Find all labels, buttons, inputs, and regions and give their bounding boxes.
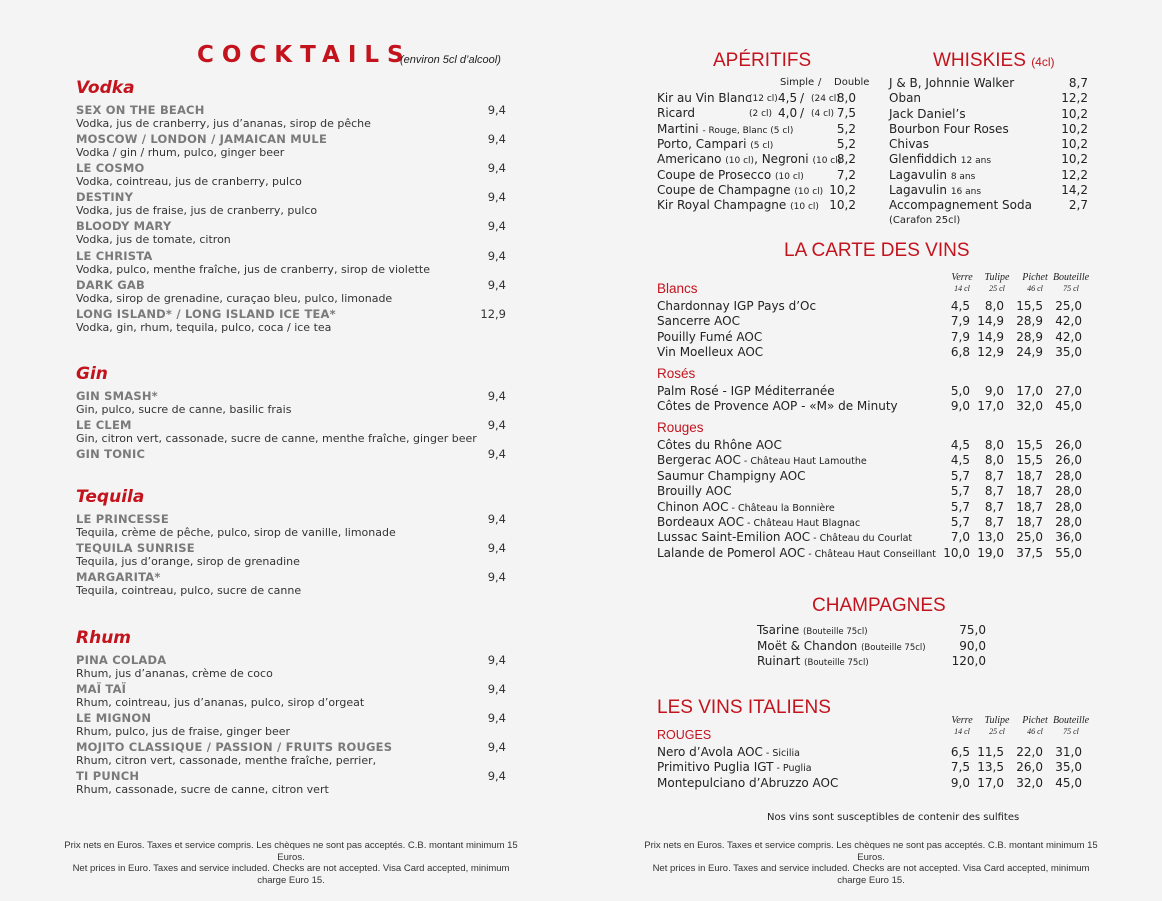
cocktail-item: [76, 512, 506, 540]
wine-price: 17,0: [977, 399, 1004, 414]
aperitif-double-price: 8,0: [836, 91, 856, 105]
cocktail-description: Vodka, sirop de grenadine, curaçao bleu, pulco, limonade: [76, 291, 393, 305]
cocktail-name: DARK GAB: [76, 277, 145, 292]
wine-name: Bordeaux AOC: [657, 515, 744, 529]
champagne-detail: (Bouteille 75cl): [861, 642, 926, 653]
cocktail-item: [76, 190, 506, 218]
cocktail-description: Vodka, jus de fraise, jus de cranberry, pulco: [76, 204, 318, 218]
whisky-name: Chivas: [889, 137, 930, 151]
wine-price: 4,5: [950, 453, 970, 468]
champagne-row: [757, 654, 869, 671]
column-header: [1046, 715, 1096, 737]
italian-wine-name: Nero d’Avola AOC: [657, 745, 763, 759]
wine-price: 7,0: [950, 530, 970, 545]
column-unit: 14 cl: [954, 727, 970, 736]
wine-price: 31,0: [1055, 745, 1082, 759]
wine-price: 5,7: [950, 499, 970, 514]
wine-price: 9,0: [950, 775, 970, 790]
cocktail-name: MARGARITA*: [76, 570, 161, 585]
whisky-price: 10,2: [1061, 121, 1088, 136]
wine-price: 8,7: [984, 468, 1004, 483]
wine-price: 4,5: [950, 299, 970, 313]
italian-wine-row: [657, 745, 800, 761]
wine-price: 42,0: [1055, 329, 1082, 344]
cocktail-item: [76, 769, 506, 797]
aperitifs-col-double: Double: [834, 77, 870, 88]
column-unit: 25 cl: [989, 284, 1005, 293]
wine-price: 27,0: [1055, 384, 1082, 398]
column-label: Pichet: [1022, 715, 1048, 726]
cocktail-description: Rhum, jus d’ananas, crème de coco: [76, 667, 273, 680]
whisky-name: Jack Daniel’s: [889, 106, 966, 121]
aperitif-name: Americano: [657, 152, 722, 167]
cocktail-item: [76, 740, 506, 768]
wine-detail: - Château Haut Lamouthe: [740, 456, 867, 468]
sulfites-note: Nos vins sont susceptibles de contenir des sulfites: [767, 812, 1020, 823]
cocktail-description: Rhum, pulco, jus de fraise, ginger beer: [76, 725, 291, 739]
wine-price: 15,5: [1016, 453, 1043, 468]
wine-price: 28,9: [1016, 329, 1043, 344]
cocktail-name: BLOODY MARY: [76, 219, 172, 234]
whisky-name: Lagavulin: [889, 167, 947, 182]
cocktails-note: (environ 5cl d’alcool): [400, 54, 501, 66]
cocktail-item: [76, 389, 506, 417]
cocktails-title: COCKTAILS: [197, 42, 412, 68]
wine-price: 8,7: [984, 515, 1004, 529]
aperitif-name: Martini: [657, 121, 699, 136]
aperitif-simple-price: 4,0: [778, 106, 798, 121]
category-title: Tequila: [76, 487, 145, 507]
aperitif-separator: /: [800, 91, 805, 105]
cocktail-item: [76, 653, 506, 681]
wine-price: 45,0: [1055, 399, 1082, 414]
cocktail-item: [76, 541, 506, 569]
wine-price: 18,7: [1016, 484, 1043, 499]
category-title: Vodka: [76, 78, 135, 98]
wine-price: 42,0: [1055, 314, 1082, 329]
cocktail-item: [76, 132, 506, 160]
cocktail-name: MAÏ TAÏ: [76, 682, 127, 697]
aperitifs-title: APÉRITIFS: [713, 50, 812, 71]
whisky-price: 8,7: [1068, 76, 1088, 90]
wine-price: 28,0: [1055, 515, 1082, 529]
aperitif-double-price: 7,5: [836, 106, 856, 121]
cocktail-item: [76, 161, 506, 189]
cocktail-description: Tequila, cointreau, pulco, sucre de canne: [76, 584, 302, 598]
wine-name: Vin Moelleux AOC: [657, 345, 764, 360]
cocktail-name: GIN SMASH*: [76, 389, 158, 403]
aperitif-name: Ricard: [657, 106, 695, 121]
whisky-detail: 12 ans: [960, 156, 992, 167]
wine-price: 19,0: [977, 545, 1004, 560]
wine-price: 26,0: [1055, 438, 1082, 452]
column-unit: 14 cl: [954, 284, 970, 293]
wine-row: [657, 399, 898, 415]
aperitif-detail: (5 cl): [750, 140, 774, 151]
wine-price: 35,0: [1055, 760, 1082, 775]
whisky-detail: 8 ans: [950, 171, 976, 182]
wine-detail: - Château du Courlat: [810, 533, 913, 545]
cocktail-name: PINA COLADA: [76, 653, 167, 667]
whisky-price: 10,2: [1061, 137, 1088, 151]
whisky-price: 12,2: [1061, 91, 1088, 106]
champagnes-title: CHAMPAGNES: [812, 595, 946, 616]
wine-name: Lalande de Pomerol AOC: [657, 545, 806, 560]
wine-row: [657, 299, 816, 315]
wine-price: 8,7: [984, 499, 1004, 514]
cocktail-price: 9,4: [487, 653, 506, 667]
wine-price: 17,0: [977, 775, 1004, 790]
cocktail-description: Tequila, crème de pêche, pulco, sirop de vanille, limonade: [76, 526, 396, 539]
cocktail-name: LE MIGNON: [76, 711, 152, 726]
wine-row: [657, 453, 867, 469]
cocktail-name: TEQUILA SUNRISE: [76, 541, 195, 556]
column-label: Pichet: [1022, 272, 1048, 283]
whisky-price: 10,2: [1061, 152, 1088, 167]
aperitif-detail: (10 cl): [794, 186, 824, 197]
aperitif-name: Coupe de Prosecco: [657, 167, 772, 182]
cocktail-description: Vodka, jus de tomate, citron: [76, 233, 231, 247]
cocktail-description: Vodka, cointreau, jus de cranberry, pulco: [76, 175, 302, 189]
footer-line-2: Net prices in Euro. Taxes and service included. Checks are not accepted. Visa Card accepted, minimum charge Euro 15.: [652, 863, 1090, 886]
wine-name: Pouilly Fumé AOC: [657, 329, 763, 344]
aperitif-price: 10,2: [829, 198, 856, 213]
whisky-name: Accompagnement Soda: [889, 198, 1032, 212]
cocktail-price: 9,4: [487, 541, 506, 556]
champagne-row: [757, 623, 868, 640]
wine-price: 45,0: [1055, 775, 1082, 790]
wine-price: 28,9: [1016, 314, 1043, 329]
cocktail-price: 9,4: [487, 570, 506, 585]
wine-price: 32,0: [1016, 775, 1043, 790]
footer-line-2: Net prices in Euro. Taxes and service included. Checks are not accepted. Visa Card accepted, minimum charge Euro 15.: [72, 863, 510, 886]
wine-price: 14,9: [977, 329, 1004, 344]
aperitif-price: 10,2: [829, 182, 856, 197]
wine-name: Lussac Saint-Emilion AOC: [657, 530, 811, 545]
cocktail-description: Tequila, jus d’orange, sirop de grenadine: [76, 555, 300, 569]
wine-row: [657, 500, 835, 516]
wine-name: Sancerre AOC: [657, 314, 740, 329]
wine-detail: - Château la Bonnière: [728, 502, 835, 514]
column-label: Verre: [951, 272, 973, 283]
cocktail-price: 9,4: [487, 190, 506, 205]
wine-price: 10,0: [943, 545, 970, 560]
aperitif-name: Porto, Campari: [657, 136, 747, 151]
aperitif-price: 7,2: [836, 167, 856, 182]
cocktail-name: SEX ON THE BEACH: [76, 103, 205, 117]
wine-detail: - Château Haut Blagnac: [744, 518, 861, 529]
wine-row: [657, 515, 860, 531]
wine-price: 4,5: [950, 438, 970, 452]
wine-price: 37,5: [1016, 545, 1043, 560]
wine-row: [657, 438, 782, 454]
italian-wine-name: Primitivo Puglia IGT: [657, 760, 774, 775]
wine-name: Côtes de Provence AOP - «M» de Minuty: [657, 399, 898, 414]
champagne-name: Tsarine: [757, 623, 800, 637]
italian-wine-detail: - Sicilia: [762, 748, 800, 759]
cocktail-price: 9,4: [487, 161, 506, 176]
cocktail-item: [76, 711, 506, 739]
cocktail-item: [76, 103, 506, 131]
whisky-price: 10,2: [1061, 106, 1088, 121]
wine-price: 36,0: [1055, 530, 1082, 545]
whisky-detail: 16 ans: [950, 186, 982, 197]
whiskies-note: (4cl): [1031, 55, 1055, 69]
italian-wine-detail: - Puglia: [773, 763, 812, 775]
footer-right: [640, 840, 1102, 886]
wine-price: 55,0: [1055, 545, 1082, 560]
aperitif-row: [657, 106, 695, 121]
aperitif-simple-size: (12 cl): [749, 94, 778, 104]
aperitif-detail-2: (10 cl): [812, 156, 842, 167]
wine-price: 22,0: [1016, 745, 1043, 759]
aperitifs-col-sep: /: [818, 77, 822, 88]
italian-wine-name: Montepulciano d’Abruzzo AOC: [657, 775, 839, 790]
wine-row: [657, 330, 762, 346]
aperitif-row: [657, 91, 752, 106]
cocktail-price: 9,4: [487, 219, 506, 234]
cocktail-description: Vodka / gin / rhum, pulco, ginger beer: [76, 146, 285, 160]
italian-wine-row: [657, 760, 812, 776]
cocktail-description: Rhum, cointreau, jus d’ananas, pulco, sirop d’orgeat: [76, 696, 365, 710]
champagne-price: 75,0: [959, 623, 986, 637]
column-label: Tulipe: [984, 272, 1010, 283]
wine-price: 8,0: [984, 299, 1004, 313]
wine-price: 9,0: [950, 399, 970, 414]
aperitif-detail: (10 cl): [725, 156, 755, 167]
wine-price: 18,7: [1016, 499, 1043, 514]
cocktail-price: 9,4: [487, 682, 506, 697]
wine-price: 25,0: [1055, 299, 1082, 313]
column-header: [1046, 272, 1096, 294]
cocktail-description: Rhum, citron vert, cassonade, menthe fraîche, perrier,: [76, 754, 377, 768]
wine-price: 7,9: [950, 329, 970, 344]
wine-name: Palm Rosé - IGP Méditerranée: [657, 384, 835, 398]
wine-price: 15,5: [1016, 438, 1043, 452]
wine-price: 6,5: [950, 745, 970, 759]
wine-group-title: Rouges: [657, 420, 704, 435]
cocktail-item: [76, 219, 506, 247]
aperitif-separator: /: [800, 106, 805, 121]
cocktail-description: Vodka, gin, rhum, tequila, pulco, coca / ice tea: [76, 320, 332, 334]
wine-row: [657, 314, 740, 330]
cocktail-item: [76, 682, 506, 710]
wine-price: 28,0: [1055, 468, 1082, 483]
whisky-price: 12,2: [1061, 167, 1088, 182]
cocktail-name: MOJITO CLASSIQUE / PASSION / FRUITS ROUGES: [76, 740, 393, 755]
aperitif-price: 5,2: [836, 136, 856, 151]
footer-line-1: Prix nets en Euros. Taxes et service compris. Les chèques ne sont pas acceptés. C.B. montant minimum 15 Euros.: [644, 840, 1098, 863]
wine-price: 18,7: [1016, 468, 1043, 483]
footer-left: [60, 840, 522, 886]
wine-price: 32,0: [1016, 399, 1043, 414]
column-unit: 46 cl: [1027, 727, 1043, 736]
cocktail-description: Vodka, pulco, menthe fraîche, jus de cranberry, sirop de violette: [76, 262, 430, 276]
aperitif-double-size: (24 cl): [811, 94, 840, 104]
cocktail-item: [76, 447, 506, 461]
wine-group-title: Rosés: [657, 366, 696, 381]
wine-price: 24,9: [1016, 345, 1043, 360]
cocktail-name: LONG ISLAND* / LONG ISLAND ICE TEA*: [76, 306, 336, 321]
aperitif-detail: - Rouge, Blanc (5 cl): [702, 125, 794, 136]
whisky-name: Glenfiddich: [889, 152, 957, 167]
wine-price: 7,5: [950, 760, 970, 775]
wine-price: 13,5: [977, 760, 1004, 775]
cocktail-item: [76, 307, 506, 335]
wine-price: 8,0: [984, 453, 1004, 468]
whisky-name: J & B, Johnnie Walker: [889, 76, 1015, 90]
wine-row: [657, 384, 835, 400]
whisky-price: 14,2: [1061, 182, 1088, 197]
wine-price: 9,0: [984, 384, 1004, 398]
footer-line-1: Prix nets en Euros. Taxes et service compris. Les chèques ne sont pas acceptés. C.B. montant minimum 15 Euros.: [64, 840, 518, 863]
wine-row: [657, 546, 936, 562]
whisky-name: Bourbon Four Roses: [889, 121, 1009, 136]
cocktail-price: 9,4: [487, 740, 506, 755]
champagne-name: Ruinart: [757, 654, 801, 668]
wine-row: [657, 345, 763, 361]
cocktail-price: 9,4: [487, 769, 506, 784]
wine-price: 15,5: [1016, 299, 1043, 313]
aperitif-row: [657, 198, 819, 215]
wine-price: 8,0: [984, 438, 1004, 452]
champagne-name: Moët & Chandon: [757, 638, 858, 653]
cocktail-price: 12,9: [480, 306, 506, 321]
wine-price: 18,7: [1016, 515, 1043, 529]
whisky-price: 2,7: [1068, 198, 1088, 212]
cocktail-item: [76, 278, 506, 306]
category-title: Rhum: [76, 628, 132, 648]
champagne-detail: (Bouteille 75cl): [804, 658, 869, 668]
whiskies-carafon: (Carafon 25cl): [889, 215, 961, 226]
wine-group-title: Blancs: [657, 281, 698, 296]
cocktail-price: 9,4: [487, 447, 506, 462]
cocktail-price: 9,4: [487, 103, 506, 117]
cocktail-price: 9,4: [487, 248, 506, 263]
wine-row: [657, 469, 806, 485]
wine-price: 5,0: [950, 384, 970, 398]
wine-price: 26,0: [1016, 760, 1043, 775]
wine-price: 5,7: [950, 484, 970, 499]
cocktail-name: GIN TONIC: [76, 447, 146, 462]
aperitif-name: Kir Royal Champagne: [657, 198, 787, 213]
cocktail-name: LE COSMO: [76, 161, 145, 176]
column-unit: 75 cl: [1063, 284, 1079, 293]
aperitif-simple-price: 4,5: [778, 91, 798, 105]
aperitif-price: 5,2: [836, 121, 856, 136]
italiens-title: LES VINS ITALIENS: [657, 697, 831, 718]
column-label: Tulipe: [984, 715, 1010, 726]
whisky-name: Oban: [889, 91, 922, 106]
wine-price: 7,9: [950, 314, 970, 329]
wine-price: 12,9: [977, 345, 1004, 360]
wine-row: [657, 530, 912, 546]
wine-name: Chardonnay IGP Pays d’Oc: [657, 299, 817, 313]
wine-price: 26,0: [1055, 453, 1082, 468]
cocktail-name: DESTINY: [76, 190, 134, 205]
wine-price: 17,0: [1016, 384, 1043, 398]
cocktail-price: 9,4: [487, 512, 506, 526]
wine-price: 13,0: [977, 530, 1004, 545]
column-unit: 46 cl: [1027, 284, 1043, 293]
wine-price: 25,0: [1016, 530, 1043, 545]
wine-name: Brouilly AOC: [657, 484, 732, 499]
italian-wine-row: [657, 776, 838, 792]
column-label: Bouteille: [1052, 715, 1090, 726]
aperitif-detail: (10 cl): [790, 202, 819, 213]
wine-price: 6,8: [950, 345, 970, 360]
aperitif-simple-size: (2 cl): [749, 109, 773, 120]
aperitif-name: Kir au Vin Blanc: [657, 91, 752, 105]
cocktail-price: 9,4: [487, 389, 506, 403]
wine-name: Côtes du Rhône AOC: [657, 438, 782, 452]
wine-detail: - Château Haut Conseillant: [805, 548, 937, 560]
whiskies-title-text: WHISKIES: [933, 50, 1026, 71]
wine-price: 28,0: [1055, 499, 1082, 514]
cocktail-description: Gin, pulco, sucre de canne, basilic frais: [76, 403, 292, 416]
aperitif-price: 8,2: [836, 152, 856, 167]
wine-name: Saumur Champigny AOC: [657, 468, 806, 483]
wine-name: Chinon AOC: [657, 499, 729, 514]
cocktail-name: TI PUNCH: [76, 769, 140, 784]
wine-price: 5,7: [950, 468, 970, 483]
wine-price: 5,7: [950, 515, 970, 529]
champagne-row: [757, 639, 926, 656]
aperitifs-col-simple: Simple: [780, 77, 815, 88]
wine-name: Bergerac AOC: [657, 453, 741, 468]
cocktail-description: Gin, citron vert, cassonade, sucre de canne, menthe fraîche, ginger beer: [76, 432, 477, 446]
cocktail-item: [76, 418, 506, 446]
column-label: Bouteille: [1052, 272, 1090, 283]
aperitif-name: Coupe de Champagne: [657, 182, 791, 197]
cocktail-price: 9,4: [487, 418, 506, 433]
wine-price: 35,0: [1055, 345, 1082, 360]
cocktail-name: MOSCOW / LONDON / JAMAICAN MULE: [76, 132, 328, 147]
cocktail-price: 9,4: [487, 277, 506, 292]
cocktail-name: LE CLEM: [76, 418, 132, 433]
aperitif-detail: (10 cl): [775, 171, 804, 182]
aperitif-name-2: , Negroni: [754, 152, 809, 167]
whisky-name: Lagavulin: [889, 182, 947, 197]
champagne-detail: (Bouteille 75cl): [803, 627, 868, 637]
column-unit: 75 cl: [1063, 727, 1079, 736]
vins-title: LA CARTE DES VINS: [784, 240, 970, 261]
wine-price: 8,7: [984, 484, 1004, 499]
cocktail-description: Vodka, jus de cranberry, jus d’ananas, sirop de pêche: [76, 117, 371, 130]
wine-row: [657, 484, 732, 500]
italiens-group: ROUGES: [657, 728, 712, 742]
cocktail-name: LE CHRISTA: [76, 248, 153, 263]
cocktail-description: Rhum, cassonade, sucre de canne, citron vert: [76, 783, 329, 797]
cocktail-item: [76, 249, 506, 277]
cocktail-price: 9,4: [487, 132, 506, 147]
category-title: Gin: [76, 364, 108, 384]
aperitif-double-size: (4 cl): [811, 109, 835, 120]
wine-price: 14,9: [977, 314, 1004, 329]
cocktail-name: LE PRINCESSE: [76, 512, 169, 526]
cocktail-item: [76, 570, 506, 598]
column-unit: 25 cl: [989, 727, 1005, 736]
column-label: Verre: [951, 715, 973, 726]
cocktail-price: 9,4: [487, 711, 506, 726]
champagne-price: 120,0: [951, 654, 986, 668]
wine-price: 11,5: [977, 745, 1004, 759]
whiskies-title: [933, 50, 1055, 72]
champagne-price: 90,0: [959, 638, 986, 653]
wine-price: 28,0: [1055, 484, 1082, 499]
